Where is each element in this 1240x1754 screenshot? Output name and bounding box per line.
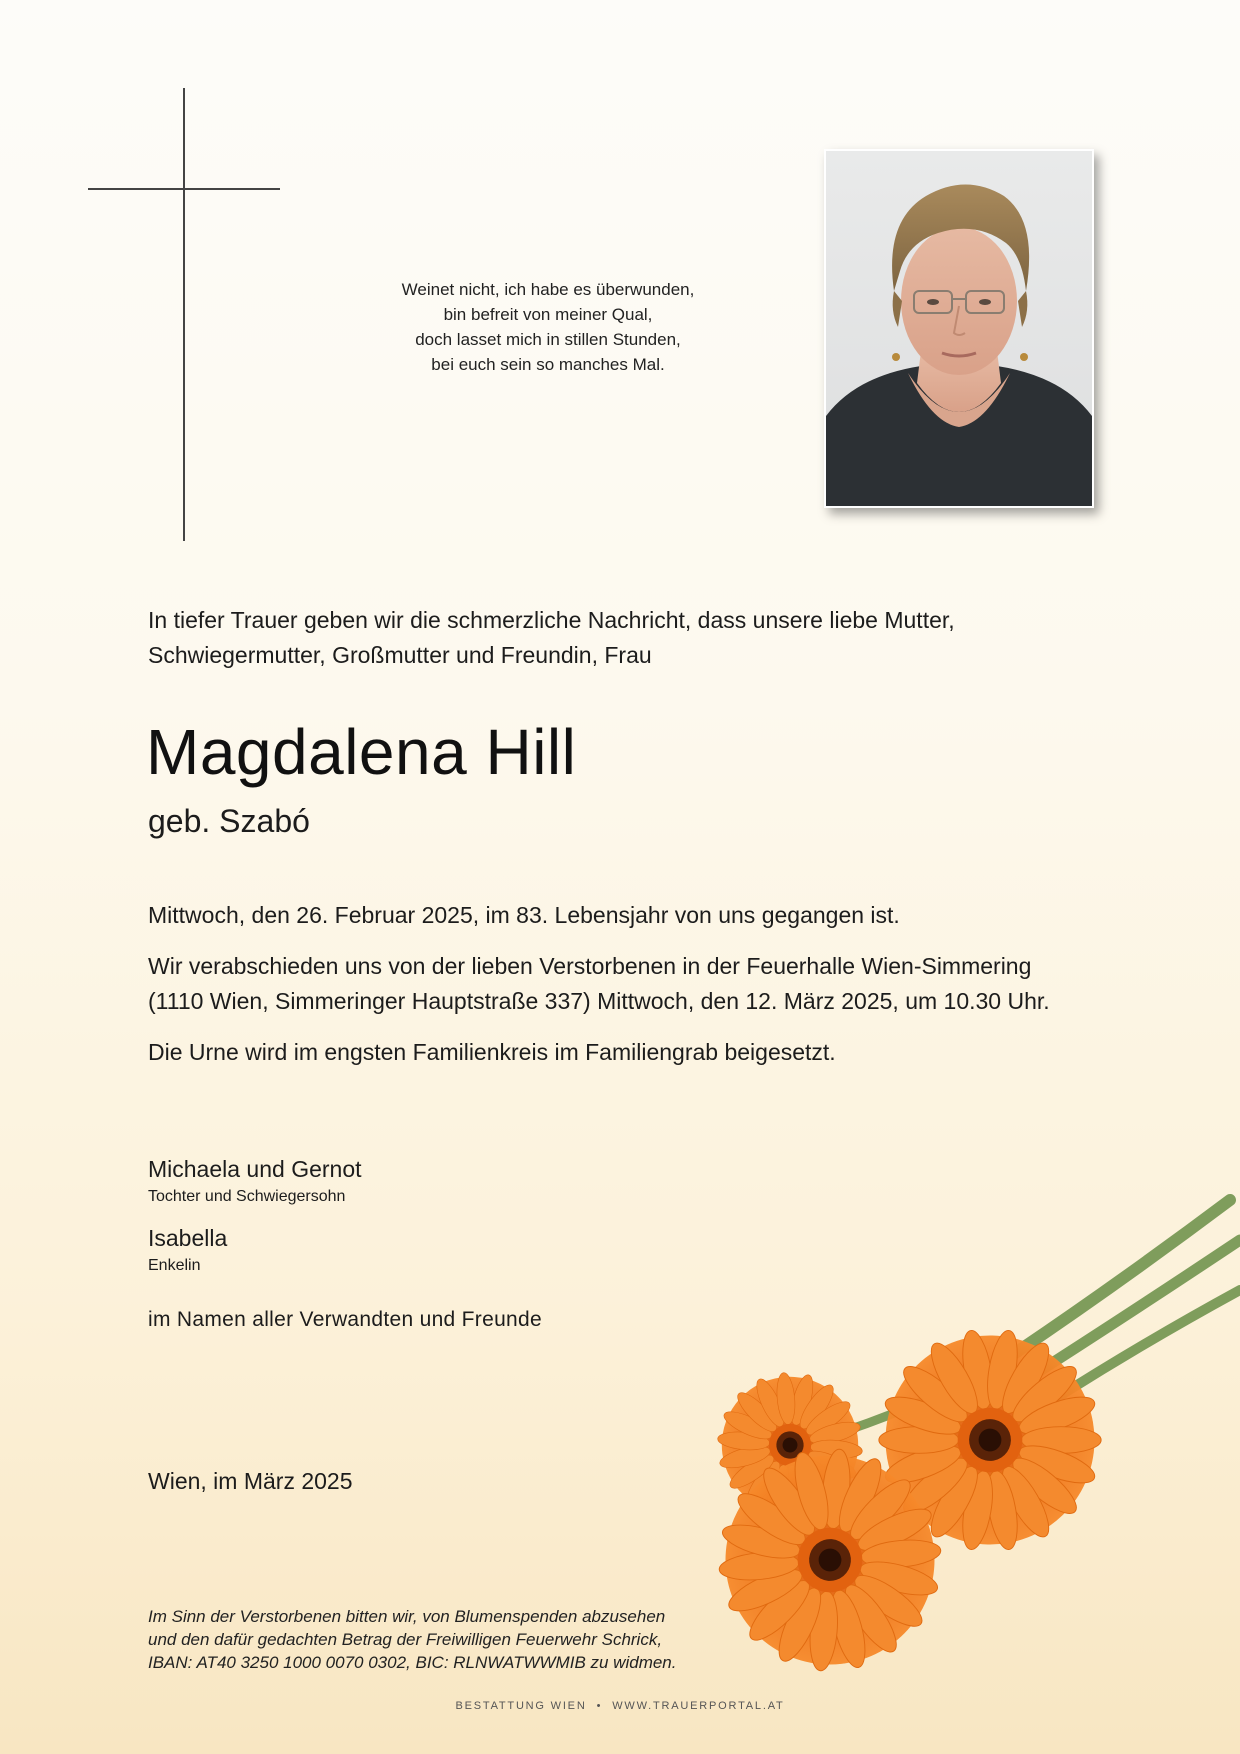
donation-note-line: und den dafür gedachten Betrag der Freiwilligen Feuerwehr Schrick,	[148, 1630, 663, 1649]
donation-note-line: IBAN: AT40 3250 1000 0070 0302, BIC: RLNWATWWMIB zu widmen.	[148, 1653, 677, 1672]
poem-line: doch lasset mich in stillen Stunden,	[415, 330, 681, 349]
mourner-role: Enkelin	[148, 1257, 201, 1274]
poem	[360, 277, 736, 377]
poem-line: bei euch sein so manches Mal.	[431, 355, 665, 374]
deceased-name: Magdalena Hill	[146, 716, 577, 788]
poem-line: bin befreit von meiner Qual,	[443, 305, 653, 324]
birth-name: geb. Szabó	[148, 803, 310, 839]
footer	[0, 1700, 1240, 1712]
farewell-text	[148, 949, 1050, 1019]
cross-vertical-bar	[183, 88, 185, 541]
footer-company: BESTATTUNG WIEN	[455, 1700, 587, 1712]
intro-line: Schwiegermutter, Großmutter und Freundin, Frau	[148, 642, 652, 668]
cross-horizontal-bar	[88, 188, 280, 190]
portrait-photo	[824, 149, 1094, 508]
gerbera-flowers-illustration	[690, 1180, 1240, 1710]
flowers-svg	[690, 1180, 1240, 1710]
footer-website-link[interactable]: WWW.TRAUERPORTAL.AT	[612, 1700, 785, 1712]
donation-note	[148, 1605, 677, 1674]
mourner-name: Michaela und Gernot	[148, 1156, 362, 1182]
mourner-name: Isabella	[148, 1225, 228, 1251]
donation-note-line: Im Sinn der Verstorbenen bitten wir, von Blumenspenden abzusehen	[148, 1607, 666, 1626]
closing-line: im Namen aller Verwandten und Freunde	[148, 1308, 542, 1331]
burial-text: Die Urne wird im engsten Familienkreis im Familiengrab beigesetzt.	[148, 1039, 836, 1065]
footer-separator: •	[596, 1700, 603, 1712]
announcement-intro	[148, 603, 955, 673]
farewell-line: (1110 Wien, Simmeringer Hauptstraße 337) Mittwoch, den 12. März 2025, um 10.30 Uhr.	[148, 988, 1050, 1014]
poem-line: Weinet nicht, ich habe es überwunden,	[401, 280, 695, 299]
mourner-role: Tochter und Schwiegersohn	[148, 1188, 346, 1205]
farewell-line: Wir verabschieden uns von der lieben Verstorbenen in der Feuerhalle Wien-Simmering	[148, 953, 1032, 979]
portrait-illustration	[826, 151, 1092, 506]
place-and-date: Wien, im März 2025	[148, 1468, 353, 1494]
death-date-text: Mittwoch, den 26. Februar 2025, im 83. Lebensjahr von uns gegangen ist.	[148, 902, 900, 928]
intro-line: In tiefer Trauer geben wir die schmerzliche Nachricht, dass unsere liebe Mutter,	[148, 607, 955, 633]
